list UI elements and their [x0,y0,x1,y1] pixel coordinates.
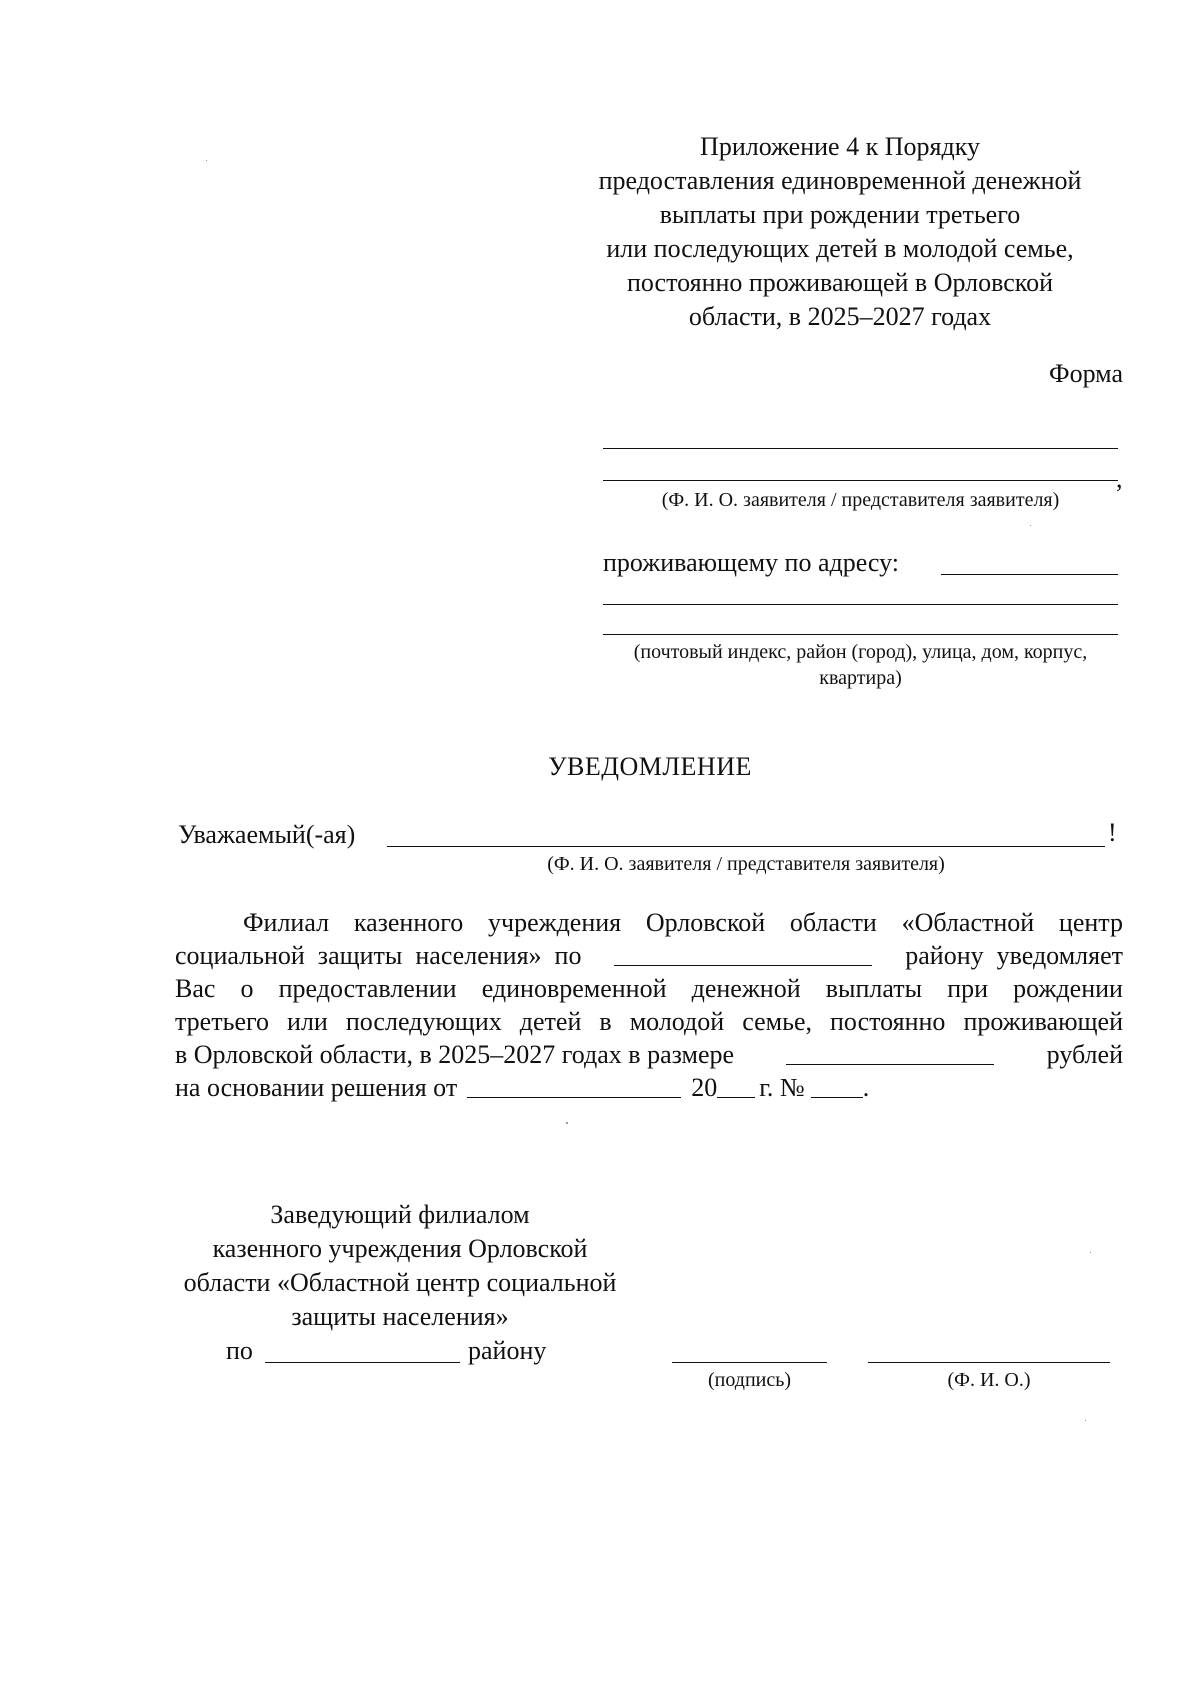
header-line: области, в 2025–2027 годах [688,302,992,331]
word: молодой [629,1007,725,1036]
amount-blank[interactable] [786,1038,994,1065]
signature-line: защиты населения» [291,1302,509,1331]
address-line-2[interactable] [603,604,1118,605]
row-text: в Орловской области, в 2025–2027 годах в размере [175,1040,735,1069]
word: области [789,908,877,937]
branch-district-line[interactable] [265,1362,460,1363]
row-text: 20 [691,1073,718,1102]
word: выплаты [825,974,923,1003]
scan-speck [1085,1420,1086,1421]
row-text: социальной защиты населения» по [175,941,582,970]
body-row-4 [175,1005,1123,1038]
word: Орловской [645,908,766,937]
decision-number-blank[interactable] [811,1071,863,1098]
row-text: на основании решения от [175,1073,458,1102]
body-row-1 [175,906,1123,939]
row-text: рублей [1046,1040,1123,1069]
scan-speck [566,1122,568,1124]
row-text: г. № [759,1073,805,1102]
address-label: проживающему по адресу: [603,548,900,577]
address-caption-2: квартира) [819,667,902,689]
notice-title: УВЕДОМЛЕНИЕ [548,752,752,781]
signature-line: казенного учреждения Орловской [212,1234,588,1263]
recipient-fio-line-2[interactable] [603,480,1118,481]
fio-caption: (Ф. И. О. заявителя / представителя заявителя) [661,489,1060,511]
comma: , [1116,464,1123,493]
word: постоянно [830,1007,946,1036]
head-fio-caption: (Ф. И. О.) [947,1369,1031,1391]
word: единовременной [481,974,667,1003]
header-line: Приложение 4 к Порядку [700,132,980,161]
signature-line[interactable] [672,1362,827,1363]
scan-speck [1090,1252,1091,1253]
word: в [599,1007,612,1036]
body-paragraph [175,906,1123,1104]
word: последующих [345,1007,502,1036]
header-line: постоянно проживающей в Орловской [626,268,1053,297]
word: учреждения [488,908,622,937]
word: центр [1058,908,1123,937]
exclamation: ! [1108,818,1117,847]
greeting-caption: (Ф. И. О. заявителя / представителя заявителя) [547,853,945,875]
scan-speck [1030,525,1031,526]
signature-block [140,1198,660,1334]
body-row-3 [175,972,1123,1005]
address-caption-1: (почтовый индекс, район (город), улица, дом, корпус, [633,641,1088,663]
signature-line: Заведующий филиалом [270,1200,530,1229]
greeting-label: Уважаемый(-ая) [178,820,356,849]
address-line-3[interactable] [603,634,1118,635]
body-row-2 [175,939,1123,972]
rayonu-label: району [468,1336,547,1365]
greeting-fio-line[interactable] [387,846,1105,847]
recipient-fio-line-1[interactable] [603,448,1118,449]
body-row-5 [175,1038,1123,1071]
word: при [947,974,989,1003]
word: Вас [175,974,216,1003]
signature-line: области «Областной центр социальной [183,1268,617,1297]
scan-speck [206,160,207,161]
word: проживающей [963,1007,1123,1036]
word: о [240,974,254,1003]
word: Филиал [243,908,330,937]
word: рождении [1013,974,1123,1003]
word: третьего [175,1007,269,1036]
po-label: по [226,1336,253,1365]
word: или [287,1007,328,1036]
appendix-header [560,130,1120,334]
header-line: выплаты при рождении третьего [659,200,1021,229]
word: «Областной [901,908,1035,937]
header-line: предоставления единовременной денежной [598,166,1082,195]
row-text: . [862,1073,870,1102]
word: предоставлении [278,974,457,1003]
body-row-6 [175,1071,1123,1104]
decision-year-blank[interactable] [717,1071,755,1098]
word: семье, [742,1007,812,1036]
decision-date-blank[interactable] [467,1071,681,1098]
form-label: Форма [1049,359,1123,388]
word: денежной [691,974,801,1003]
word: детей [519,1007,582,1036]
header-line: или последующих детей в молодой семье, [606,234,1074,263]
word: казенного [353,908,464,937]
signature-caption: (подпись) [707,1369,792,1391]
address-line-1[interactable] [941,574,1118,575]
head-fio-line[interactable] [868,1362,1110,1363]
district-blank[interactable] [614,939,872,966]
row-text: району уведомляет [905,941,1123,970]
